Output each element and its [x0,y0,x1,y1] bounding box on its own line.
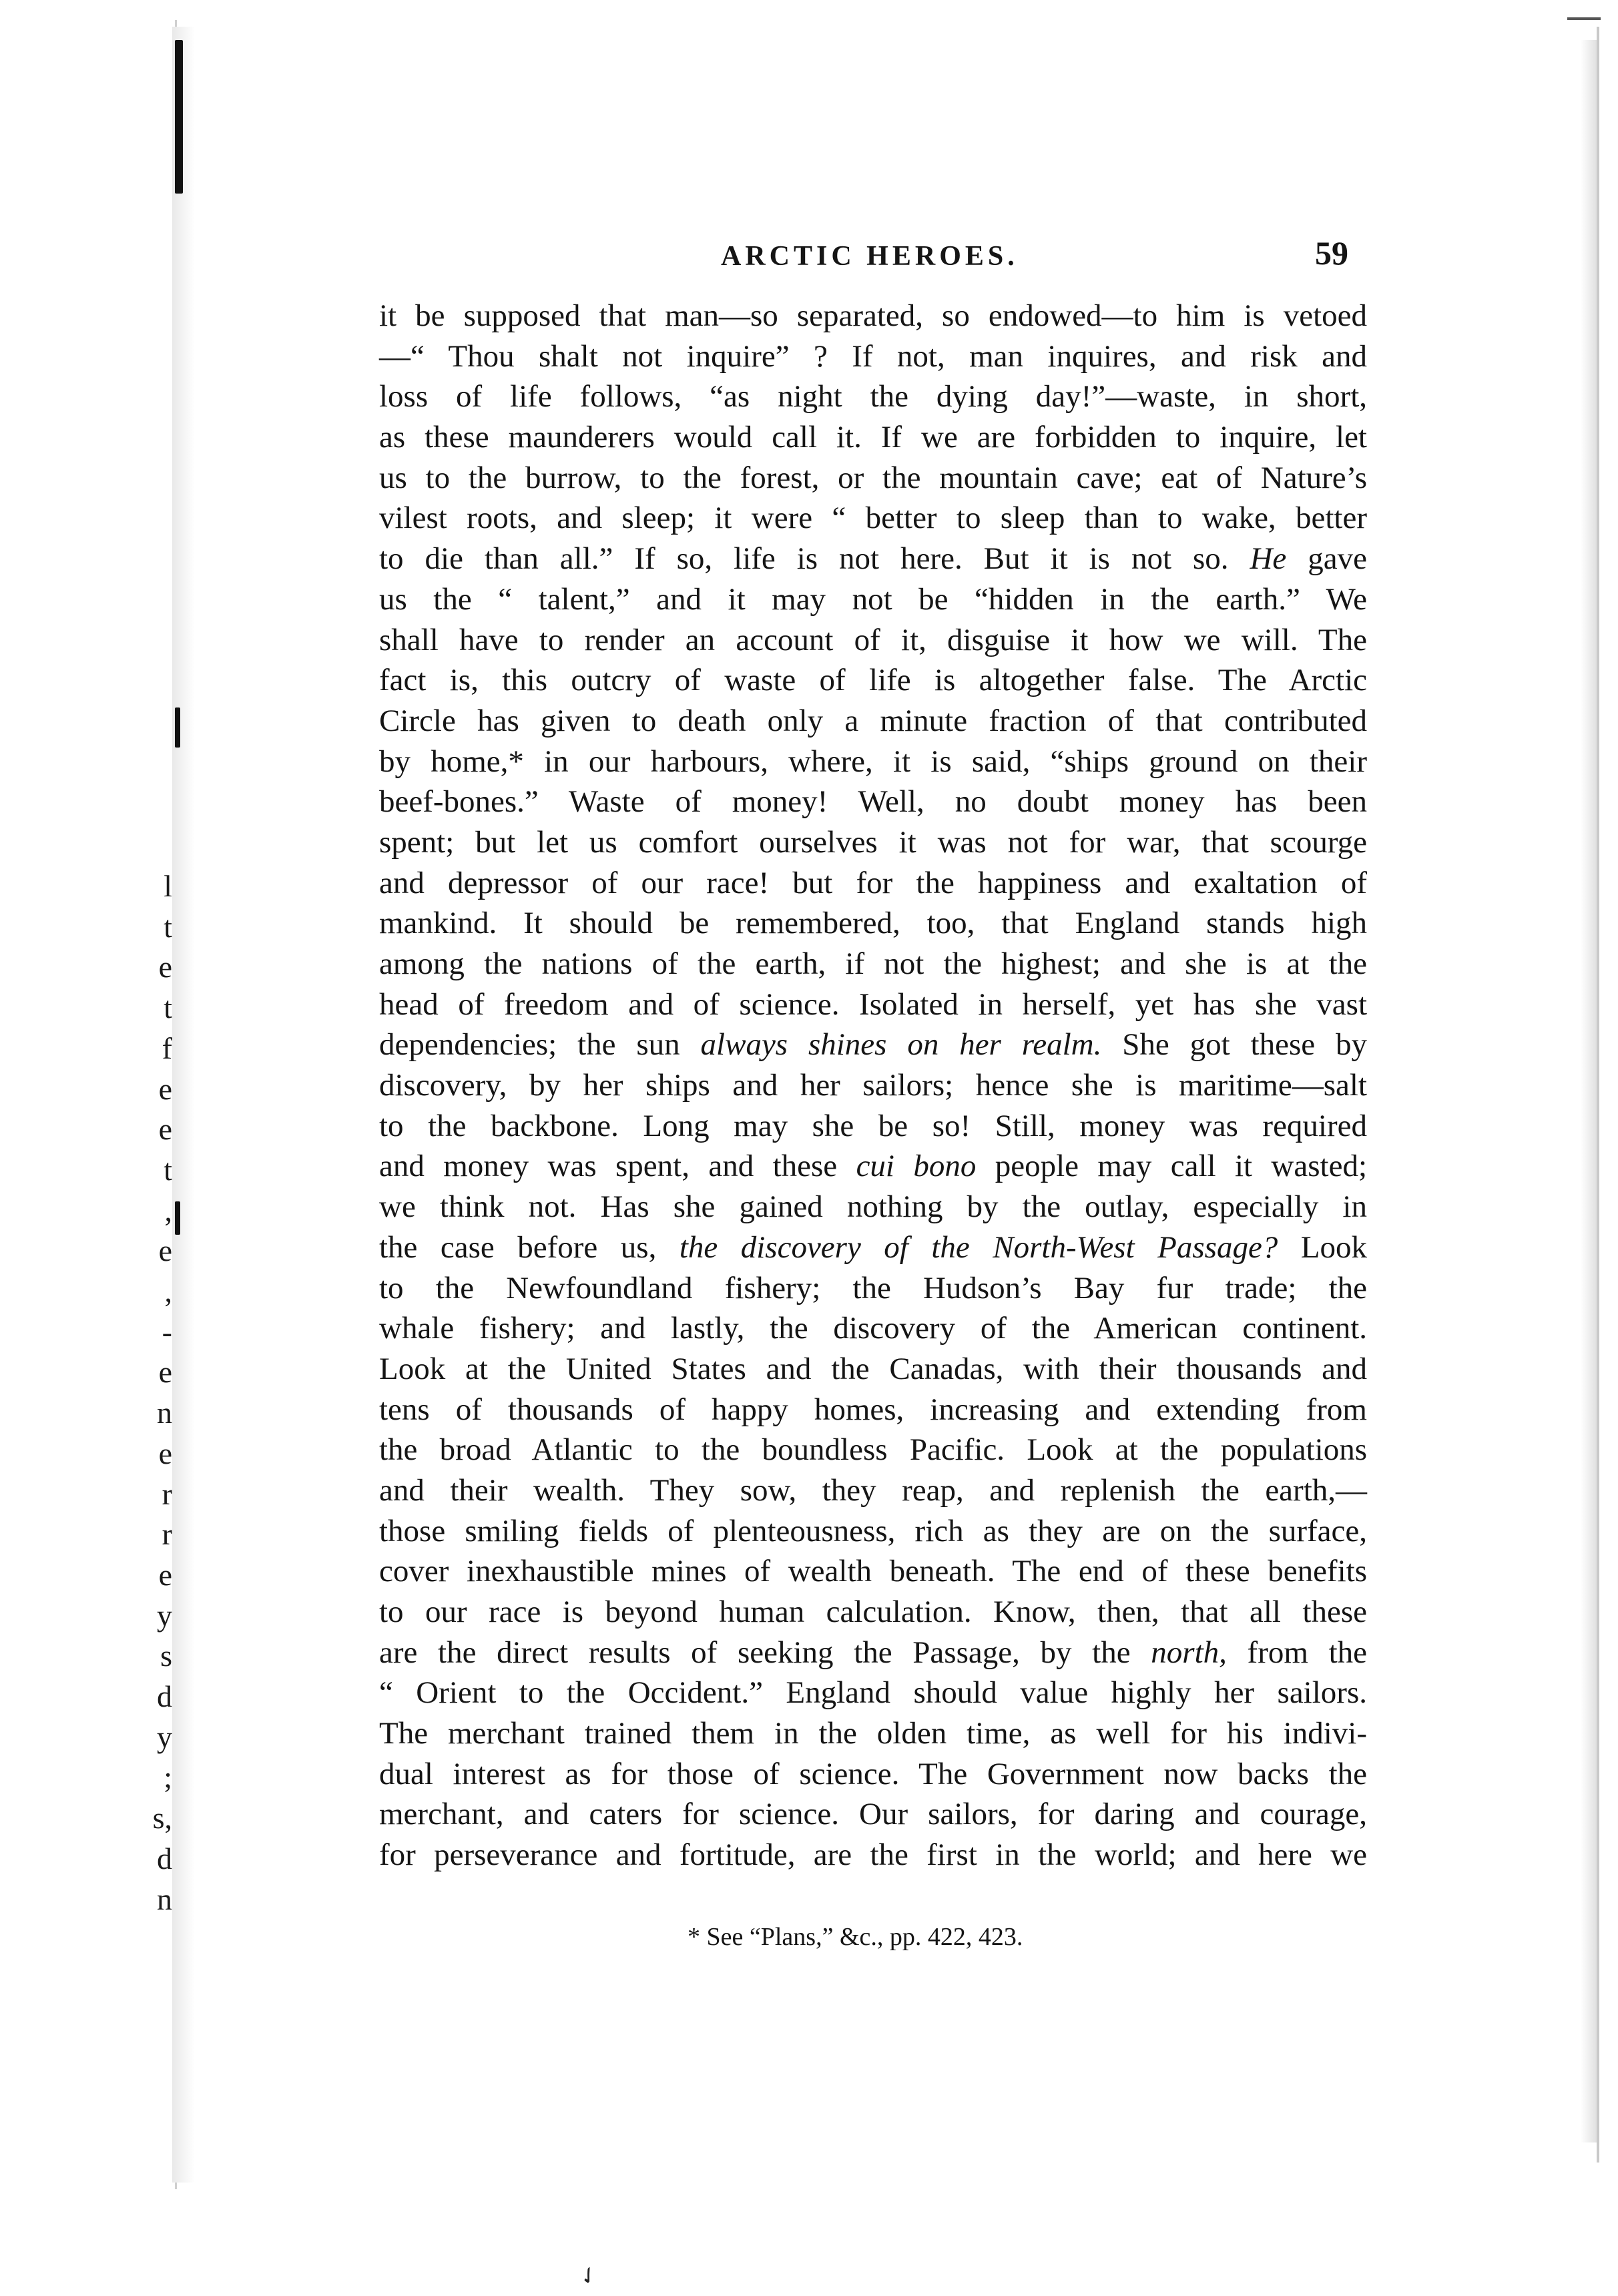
text-line [379,1470,1367,1511]
facing-page-margin-char: y [157,1719,172,1754]
text-line [379,620,1367,661]
text-run: Look [1278,1229,1368,1265]
text-line [379,458,1367,499]
text-line [379,1308,1367,1349]
body-text [379,296,1367,1876]
facing-page-margin-char: e [158,950,172,984]
text-run: us the “ talent,” and it may not be “hidden in the earth.” We [379,581,1367,617]
text-line [379,822,1367,863]
facing-page-margin-char: d [157,1679,172,1713]
running-head: ARCTIC HEROES. [721,241,1019,272]
page-corner-mark [1567,17,1601,20]
facing-page-margin-char: - [162,1314,172,1349]
text-run: to our race is beyond human calculation. Know, then, that all these [379,1595,1367,1629]
text-run: by home,* in our harbours, where, it is said, “ships ground on their [379,744,1367,779]
text-line [379,944,1367,984]
text-run: dependencies; the sun [379,1027,701,1063]
italic-run: cui bono [856,1149,977,1184]
text-run: those smiling fields of plenteousness, rich as they are on the surface, [379,1513,1367,1548]
text-run: to the Newfoundland fishery; the Hudson’s Bay fur trade; the [379,1270,1367,1306]
text-run: “ Orient to the Occident.” England should value highly her sailors. [379,1675,1367,1711]
text-run: cover inexhaustible mines of wealth beneath. The end of these benefits [379,1554,1367,1589]
facing-page-margin-char: e [158,1233,172,1268]
text-line [379,1633,1367,1673]
text-line [379,1390,1367,1430]
facing-page-margin-char: t [164,990,172,1025]
text-line [379,1713,1367,1754]
text-run: merchant, and caters for science. Our sailors, for daring and courage, [379,1797,1367,1832]
text-line [379,498,1367,539]
text-run: Circle has given to death only a minute fraction of that contributed [379,703,1367,738]
text-run: as these maunderers would call it. If we are forbidden to inquire, let [379,420,1367,455]
facing-page-margin-char: s, [152,1801,172,1835]
italic-run: He [1250,541,1287,577]
text-line [379,1025,1367,1065]
text-run: and depressor of our race! but for the happiness and exaltation of [379,865,1367,900]
text-run: vilest roots, and sleep; it were “ better to sleep than to wake, better [379,501,1367,536]
text-run: and money was spent, and these [379,1149,856,1184]
italic-run: always shines on her realm. [700,1027,1102,1063]
text-run: Look at the United States and the Canadas, with their thousands and [379,1351,1367,1386]
text-line [379,1106,1367,1147]
footnote: * See “Plans,” &c., pp. 422, 423. [688,1923,1023,1951]
text-run: tens of thousands of happy homes, increasing and extending from [379,1392,1367,1427]
facing-page-margin-char: n [157,1396,172,1430]
text-line [379,336,1367,377]
text-line [379,984,1367,1025]
gutter-mark [175,707,180,748]
text-run: us to the burrow, to the forest, or the mountain cave; eat of Nature’s [379,460,1367,495]
text-line [379,1673,1367,1713]
page-edge-shadow [1581,40,1598,2142]
facing-page-margin-char: e [158,1355,172,1390]
text-line [379,1754,1367,1795]
facing-page-margin-char: e [158,1436,172,1470]
text-run: spent; but let us comfort ourselves it was not for war, that scourge [379,824,1367,860]
facing-page-margin-char: t [164,909,172,944]
text-run: from the [1226,1635,1368,1670]
facing-page-fragment [0,20,177,2189]
text-line [379,417,1367,458]
text-line [379,742,1367,782]
text-run: gave [1286,541,1367,577]
text-line [379,1794,1367,1835]
text-line [379,296,1367,336]
text-run: among the nations of the earth, if not the highest; and she is at the [379,946,1367,981]
text-line [379,1551,1367,1592]
facing-page-margin-char: n [157,1882,172,1916]
text-line [379,782,1367,822]
text-run: head of freedom and of science. Isolated in herself, yet has she vast [379,986,1367,1022]
facing-page-margin-char: , [164,1193,172,1227]
page-number: 59 [1315,234,1348,272]
text-run: and their wealth. They sow, they reap, and replenish the earth,— [379,1472,1367,1508]
facing-page-margin-char: y [157,1598,172,1633]
text-run: —“ Thou shalt not inquire” ? If not, man inquires, and risk and [379,338,1367,374]
text-run: shall have to render an account of it, disguise it how we will. The [379,622,1367,657]
facing-page-margin-char: , [164,1274,172,1308]
italic-run: north, [1151,1635,1227,1670]
text-line [379,1430,1367,1470]
facing-page-margin-char: e [158,1112,172,1147]
text-line [379,701,1367,742]
text-line [379,1349,1367,1390]
text-run: She got these by [1101,1027,1367,1063]
text-line [379,1227,1367,1268]
text-run: dual interest as for those of science. The Government now backs the [379,1756,1367,1791]
facing-page-margin-char: l [164,869,172,903]
text-run: the case before us, [379,1229,680,1265]
text-line [379,903,1367,944]
text-line [379,1835,1367,1876]
gutter-mark [175,40,183,194]
text-run: mankind. It should be remembered, too, that England stands high [379,906,1367,941]
text-run: to die than all.” If so, life is not here. But it is not so. [379,541,1250,577]
text-line [379,1146,1367,1187]
text-line [379,1268,1367,1309]
facing-page-margin-char: t [164,1152,172,1187]
facing-page-margin-char: d [157,1841,172,1876]
text-run: The merchant trained them in the olden time, as well for his indivi- [379,1716,1367,1751]
text-run: whale fishery; and lastly, the discovery of the American continent. [379,1311,1367,1346]
text-line [379,539,1367,579]
facing-page-margin-char: r [162,1517,172,1552]
facing-page-margin-char: s [160,1639,172,1673]
text-line [379,1065,1367,1106]
text-run: it be supposed that man—so separated, so endowed—to him is vetoed [379,298,1367,333]
text-line [379,863,1367,904]
gutter-mark [175,1201,180,1235]
text-line [379,1592,1367,1633]
text-line [379,1187,1367,1227]
text-run: people may call it wasted; [976,1149,1368,1184]
text-run: beef-bones.” Waste of money! Well, no doubt money has been [379,784,1367,820]
text-run: to the backbone. Long may she be so! Still, money was required [379,1108,1367,1143]
text-run: discovery, by her ships and her sailors; hence she is maritime—salt [379,1068,1367,1103]
facing-page-margin-char: ; [164,1760,172,1795]
italic-run: the discovery of the North-West Passage? [679,1229,1278,1265]
text-run: are the direct results of seeking the Passage, by the [379,1635,1151,1670]
text-run: the broad Atlantic to the boundless Pacific. Look at the populations [379,1432,1367,1468]
facing-page-margin-char: f [162,1031,172,1065]
text-line [379,660,1367,701]
text-line [379,1511,1367,1552]
facing-page-margin-char: e [158,1557,172,1592]
text-line [379,376,1367,417]
book-gutter [172,27,195,2183]
text-line [379,579,1367,620]
scan-speck: ✓ [574,2261,604,2292]
text-run: loss of life follows, “as night the dying day!”—waste, in short, [379,379,1367,414]
text-run: fact is, this outcry of waste of life is altogether false. The Arctic [379,663,1367,698]
facing-page-margin-char: r [162,1476,172,1511]
text-run: for perseverance and fortitude, are the first in the world; and here we [379,1837,1367,1873]
facing-page-margin-char: e [158,1071,172,1106]
page-edge [1597,27,1599,2163]
text-run: we think not. Has she gained nothing by the outlay, especially in [379,1189,1367,1225]
